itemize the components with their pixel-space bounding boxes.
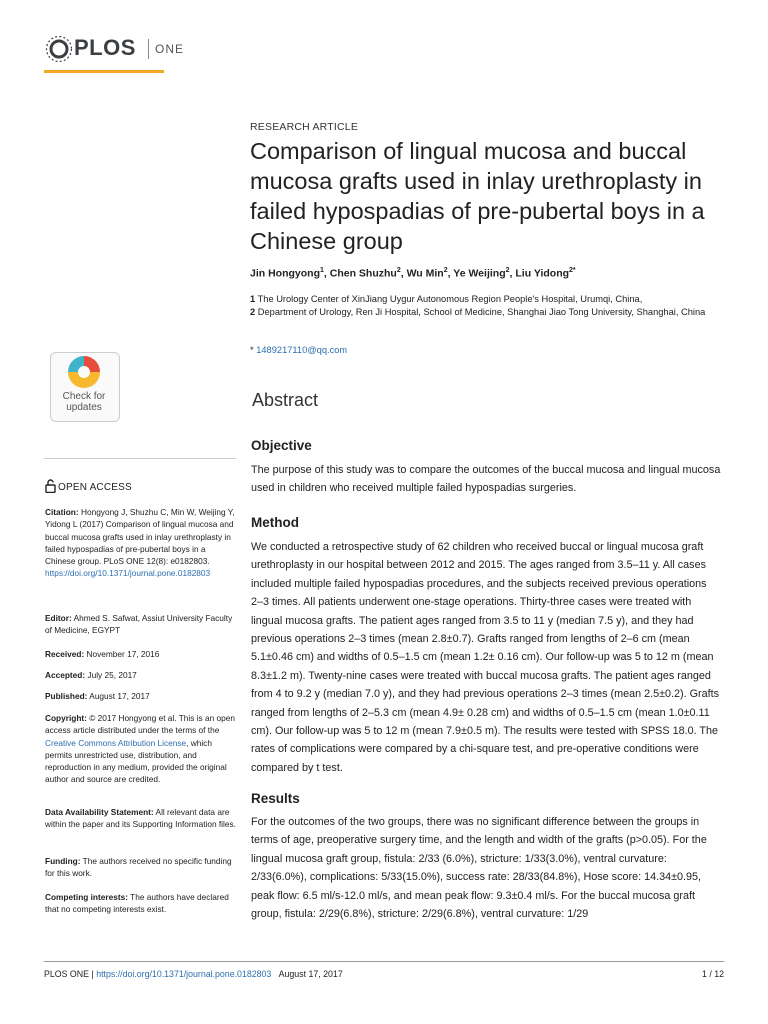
footer-rule — [44, 961, 724, 962]
article-type: RESEARCH ARTICLE — [250, 121, 359, 133]
sidebar-divider — [44, 458, 236, 459]
header-accent-rule — [44, 70, 164, 73]
competing-interests-text: The authors have declared that no competing interests exist. — [45, 892, 229, 915]
affiliation-item — [250, 306, 720, 319]
accepted-label: Accepted: — [45, 670, 86, 680]
copyright-text: © 2017 Hongyong et al. This is an open access article distributed under the terms of the — [45, 713, 235, 736]
affiliation-number: 2 — [250, 306, 256, 317]
license-link[interactable]: Creative Commons Attribution License — [45, 737, 187, 748]
editor-block — [45, 612, 237, 637]
data-availability-block — [45, 806, 237, 831]
published-label: Published: — [45, 691, 88, 701]
open-access-label: OPEN ACCESS — [58, 482, 132, 493]
editor-text: Ahmed S. Safwat, Assiut University Faculty of Medicine, EGYPT — [45, 613, 233, 636]
footer-doi-link[interactable]: https://doi.org/10.1371/journal.pone.0182803 — [96, 969, 272, 979]
footer-citation — [44, 969, 343, 979]
logo-divider — [148, 39, 149, 59]
author-sup: 1 — [320, 267, 324, 274]
method-text: We conducted a retrospective study of 62 children who received buccal or lingual mucosa graft urethroplasty in our hospital between 2012 and 2015. The ages ranged from 3.5–11 y. All cases included multiple failed hypospadias procedures, and the subjects received previous operations 2–3 times. All patients underwent one-stage operations. Thirty-three cases were treated with lingual mucosa grafts. The patient ages ranged from 3.5 to 11 y (median 7.5 y), and they had previous operations 2–3 times (mean 2.8±0.7). Grafts ranged from lengths of 2–6 cm (mean 5.1±0.46 cm) and widths of 0.5–1.5 cm (mean 1.2± 0.16 cm). Our follow-up was 5 to 12 m (mean 8.3±1.2 m). Twenty-nine cases were treated with buccal mucosa grafts. The patient ages ranged from 4 to 9.2 y (median 7.0 y), and they had previous operations 2–3 times (mean 2.5±0.2). Grafts ranged from lengths of 2–5.3 cm (mean 4.9± 0.28 cm) and widths of 0.5–1.5 cm (mean 1.0±0.11 cm). Our follow-up was 5 to 12 m (mean 7.9±0.5 m). The results were tested with SPSS 18.0. The rates of complications were compared by a chi-square test, and pre-operative conditions were compared by t test. — [251, 541, 720, 774]
copyright-block — [45, 712, 237, 786]
affiliations — [250, 293, 720, 318]
editor-label: Editor: — [45, 613, 72, 623]
author-sup: 2* — [569, 267, 576, 274]
author-name[interactable]: Jin Hongyong — [250, 267, 320, 280]
abstract-heading: Abstract — [252, 390, 319, 410]
citation-block — [45, 506, 237, 580]
accepted-date: July 25, 2017 — [87, 670, 137, 680]
citation-label: Citation: — [45, 507, 79, 517]
crossmark-icon — [60, 354, 108, 392]
author-sup: 2 — [396, 267, 401, 274]
corresponding-email — [250, 345, 347, 355]
affiliation-number: 1 — [250, 294, 256, 304]
email-link[interactable]: 1489217110@qq.com — [256, 345, 348, 355]
author-name[interactable]: Liu Yidong — [515, 267, 570, 280]
funding-block — [45, 855, 237, 880]
competing-interests-label: Competing interests: — [45, 892, 128, 902]
received-date: November 17, 2016 — [86, 649, 160, 659]
author-name[interactable]: Ye Weijing — [453, 267, 506, 280]
footer-separator: | — [91, 969, 94, 979]
email-star: * — [250, 345, 254, 355]
author-name[interactable]: Wu Min — [406, 267, 444, 280]
author-list: Jin Hongyong$^1$, Chen Shuzhu$^2$, Wu Min$^2$, Ye Weijing$^2$, Liu Yidong$^{2*}$ — [250, 267, 576, 280]
author-sup: 2 — [443, 267, 448, 274]
brand-name: PLOS — [74, 35, 136, 60]
author-sup: 2 — [505, 267, 510, 274]
author-name[interactable]: Chen Shuzhu — [329, 267, 397, 280]
copyright-text-end: , which permits unrestricted use, distribution, and reproduction in any medium, provided the original author and source are credited. — [45, 737, 227, 785]
method-heading: Method — [251, 515, 299, 530]
published-date: August 17, 2017 — [89, 691, 150, 701]
competing-interests-block — [45, 891, 237, 916]
footer-journal: PLOS ONE — [44, 969, 89, 979]
received-label: Received: — [45, 649, 85, 659]
objective-heading: Objective — [251, 438, 312, 453]
footer-date: August 17, 2017 — [278, 969, 343, 979]
objective-text: The purpose of this study was to compare the outcomes of the buccal mucosa and lingual mucosa used in children who received multiple failed hypospadias surgeries. — [251, 464, 721, 495]
page-number: 1 / 12 — [701, 969, 724, 979]
accepted-block — [45, 669, 237, 681]
received-block — [45, 648, 237, 660]
affiliation-text: The Urology Center of XinJiang Uygur Autonomous Region People's Hospital, Urumqi, China, — [257, 294, 643, 304]
funding-text: The authors received no specific funding for this work. — [45, 856, 232, 879]
funding-label: Funding: — [45, 856, 81, 866]
journal-name: ONE — [155, 42, 185, 56]
data-availability-text: All relevant data are within the paper and its Supporting Information files. — [45, 807, 236, 830]
citation-text: Hongyong J, Shuzhu C, Min W, Weijing Y, Yidong L (2017) Comparison of lingual mucosa and buccal mucosa grafts used in inlay urethroplasty in failed hypospadias of pre-pubertal boys in a Chinese group. PLoS ONE 12(8): e0182803. — [45, 507, 235, 567]
data-availability-label: Data Availability Statement: — [45, 807, 154, 817]
copyright-label: Copyright: — [45, 713, 87, 723]
badge-label: Check for updates — [62, 391, 106, 413]
article-title: Comparison of lingual mucosa and buccal mucosa grafts used in inlay urethroplasty in failed hypospadias of pre-pubertal boys in a Chinese group — [250, 138, 705, 254]
citation-doi-link[interactable]: https://doi.org/10.1371/journal.pone.0182803 — [45, 568, 211, 579]
affiliation-item — [250, 293, 720, 306]
affiliation-text: Department of Urology, Ren Ji Hospital, School of Medicine, Shanghai Jiao Tong University, Shanghai, China — [257, 306, 706, 317]
results-text: For the outcomes of the two groups, there was no significant difference between the groups in terms of age, preoperative surgery time, and the length and width of the grafts (p>0.05). For the lingual mucosa graft group, fistula: 2/33 (6.0%), stricture: 1/33(3.0%), ventral curvature: 2/33(6.0%), complications: 5/33(15.0%), success rate: 28/33(84.8%), Hose score: 14.34±0.95, peak flow: 6.5 ml/s-12.0 ml/s, and mean peak flow: 9.3±0.4 ml/s. For the buccal mucosa graft group, fistula: 2/29(6.8%), stricture: 2/29(6.8%), ventral curvature: 1/29 — [251, 816, 707, 921]
open-access-lock-icon — [45, 479, 56, 493]
results-heading: Results — [251, 791, 300, 806]
published-block — [45, 690, 237, 702]
plos-logo-icon — [44, 34, 74, 64]
